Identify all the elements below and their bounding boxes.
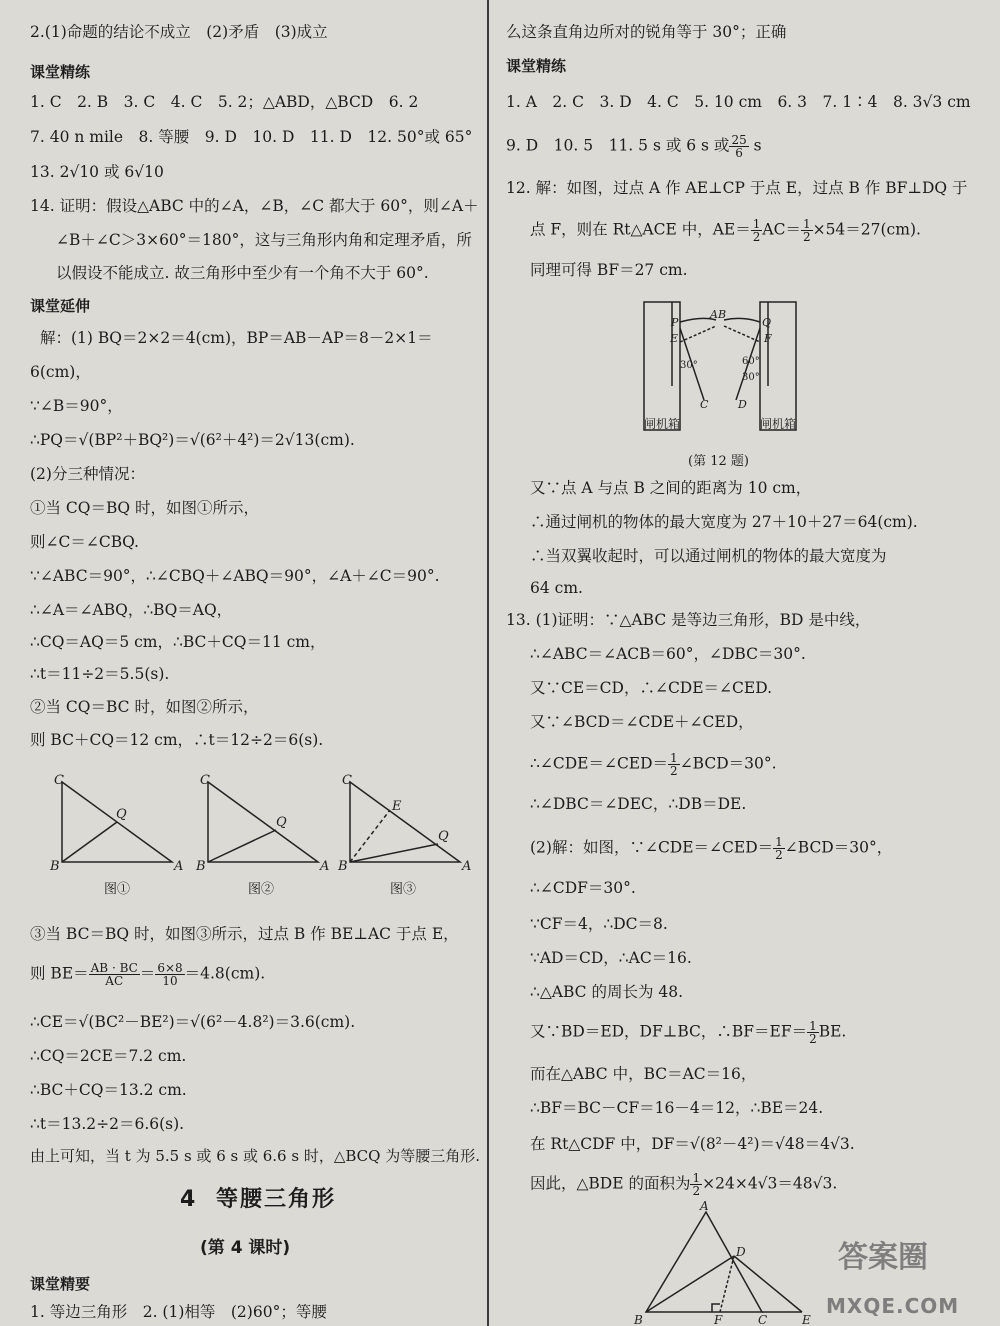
text-line: 1. C 2. B 3. C 4. C 5. 2；△ABD，△BCD 6. 2 bbox=[30, 93, 419, 111]
text-line: ∴PQ＝√(BP²＋BQ²)＝√(6²＋4²)＝2√13(cm). bbox=[30, 431, 355, 449]
right-angle-mark bbox=[712, 1304, 720, 1312]
label-p: P bbox=[671, 316, 679, 329]
text-line: 由上可知，当 t 为 5.5 s 或 6 s 或 6.6 s 时，△BCQ 为等腰三角形. bbox=[30, 1147, 480, 1165]
text-segment: ×54＝27(cm). bbox=[812, 220, 921, 239]
fraction-denominator: 2 bbox=[752, 230, 761, 244]
text-segment: 因此，△BDE 的面积为 bbox=[530, 1174, 691, 1193]
angle-60: 60° bbox=[742, 356, 760, 367]
section-heading: 课堂延伸 bbox=[30, 297, 91, 315]
text-segment: s bbox=[748, 136, 762, 155]
figure-1-segment-bq bbox=[62, 822, 117, 862]
label-b: B bbox=[196, 859, 206, 874]
fraction bbox=[773, 836, 785, 861]
label-q: Q bbox=[116, 807, 127, 822]
label-ab: AB bbox=[710, 308, 727, 321]
fraction-numerator: 1 bbox=[692, 1171, 701, 1185]
section-title: 等腰三角形 bbox=[216, 1187, 337, 1212]
text-line: 在 Rt△CDF 中，DF＝√(8²－4²)＝√48＝4√3. bbox=[530, 1135, 855, 1153]
text-segment: 又∵BD＝ED，DF⊥BC，∴BF＝EF＝ bbox=[530, 1022, 808, 1041]
label-c: C bbox=[758, 1313, 768, 1326]
label-b: B bbox=[338, 859, 348, 874]
fraction-denominator: 10 bbox=[162, 974, 178, 988]
label-q: Q bbox=[438, 829, 449, 844]
figure-caption: (第 12 题) bbox=[688, 454, 749, 469]
text-line: (2)分三种情况： bbox=[30, 465, 145, 483]
text-line: ∴BF＝BC－CF＝16－4＝12，∴BE＝24. bbox=[530, 1099, 824, 1117]
text-line-fraction bbox=[530, 1172, 837, 1197]
text-segment: AC＝ bbox=[762, 220, 801, 239]
label-a: A bbox=[462, 859, 472, 874]
text-line: 同理可得 BF＝27 cm. bbox=[530, 261, 688, 279]
figure-caption: 图② bbox=[248, 882, 275, 897]
label-a: A bbox=[700, 1200, 709, 1213]
segment-ae bbox=[680, 326, 716, 342]
gate-box-label: 闸机箱 bbox=[760, 417, 797, 431]
text-line: 而在△ABC 中，BC＝AC＝16， bbox=[530, 1065, 757, 1083]
figure-3-segment-be bbox=[350, 810, 390, 862]
text-segment: ＝4.8(cm). bbox=[184, 964, 266, 983]
text-line: ∴当双翼收起时，可以通过闸机的物体的最大宽度为 bbox=[530, 547, 887, 565]
fraction-denominator: 2 bbox=[670, 764, 678, 778]
text-segment: ∴∠CDE＝∠CED＝ bbox=[530, 754, 669, 773]
fraction-numerator: 6×8 bbox=[157, 961, 183, 975]
label-q: Q bbox=[762, 316, 772, 329]
text-line: ∴∠CDF＝30°. bbox=[530, 879, 636, 897]
gate-box-label: 闸机箱 bbox=[644, 417, 681, 431]
text-line: ∠B＋∠C＞3×60°＝180°，这与三角形内角和定理矛盾，所 bbox=[56, 231, 472, 249]
text-line-fraction bbox=[30, 962, 265, 987]
text-line: 则 BC＋CQ＝12 cm，∴t＝12÷2＝6(s). bbox=[30, 731, 324, 749]
section-number: 4 bbox=[180, 1187, 198, 1212]
fraction bbox=[801, 218, 813, 243]
text-line-fraction bbox=[530, 836, 892, 861]
text-line: ∴BC＋CQ＝13.2 cm. bbox=[30, 1081, 187, 1099]
text-segment: 9. D 10. 5 11. 5 s 或 6 s 或 bbox=[506, 136, 730, 155]
figure-caption: 图③ bbox=[390, 882, 417, 897]
fraction-denominator: AC bbox=[105, 974, 124, 988]
text-line: ∴t＝11÷2＝5.5(s). bbox=[30, 665, 170, 683]
text-line: 13. (1)证明：∵△ABC 是等边三角形，BD 是中线， bbox=[506, 611, 871, 629]
section-heading: 课堂精要 bbox=[30, 1275, 91, 1293]
text-line: 6(cm)， bbox=[30, 363, 91, 381]
label-e: E bbox=[802, 1313, 811, 1326]
text-segment: ＝ bbox=[139, 964, 156, 983]
fraction-denominator: 6 bbox=[735, 146, 743, 160]
text-line: 解：(1) BQ＝2×2＝4(cm)，BP＝AB－AP＝8－2×1＝ bbox=[40, 329, 433, 347]
text-line: 13. 2√10 或 6√10 bbox=[30, 163, 164, 181]
figure-caption: 图① bbox=[104, 882, 131, 897]
text-line: ②当 CQ＝BC 时，如图②所示， bbox=[30, 698, 259, 716]
text-line: ∴CE＝√(BC²－BE²)＝√(6²－4.8²)＝3.6(cm). bbox=[30, 1013, 356, 1031]
label-b: B bbox=[634, 1313, 643, 1326]
lesson-subtitle: (第 4 课时) bbox=[200, 1238, 291, 1258]
text-line: ∴∠DBC＝∠DEC，∴DB＝DE. bbox=[530, 795, 747, 813]
figure-2-segment-bq bbox=[208, 830, 276, 862]
fraction bbox=[751, 218, 763, 243]
text-line: ∴∠A＝∠ABQ，∴BQ＝AQ， bbox=[30, 601, 233, 619]
text-line: ∴CQ＝AQ＝5 cm，∴BC＋CQ＝11 cm， bbox=[30, 633, 326, 651]
label-a: A bbox=[174, 859, 184, 874]
text-line: ∵AD＝CD，∴AC＝16. bbox=[530, 949, 692, 967]
label-q: Q bbox=[276, 815, 287, 830]
text-line: 12. 解：如图，过点 A 作 AE⊥CP 于点 E，过点 B 作 BF⊥DQ 于 bbox=[506, 179, 968, 197]
fraction-denominator: 2 bbox=[692, 1184, 701, 1198]
segment-bd bbox=[646, 1256, 734, 1312]
fraction-denominator: 2 bbox=[809, 1032, 817, 1046]
text-segment: ×24×4√3＝48√3. bbox=[702, 1174, 838, 1193]
fraction bbox=[155, 962, 184, 987]
text-line: 1. A 2. C 3. D 4. C 5. 10 cm 6. 3 7. 1∶4 8. 3√3 cm bbox=[506, 93, 971, 111]
text-line: 以假设不能成立. 故三角形中至少有一个角不大于 60°. bbox=[56, 264, 429, 282]
text-segment: ∠BCD＝30°， bbox=[784, 838, 893, 857]
fraction-denominator: 2 bbox=[802, 230, 811, 244]
label-c: C bbox=[200, 773, 210, 788]
angle-30: 30° bbox=[680, 360, 698, 371]
label-d: D bbox=[736, 1245, 746, 1259]
figure-2-triangle bbox=[208, 782, 318, 862]
triangle-abc bbox=[646, 1212, 762, 1312]
section-heading: 课堂精练 bbox=[30, 63, 91, 81]
fraction bbox=[807, 1020, 819, 1045]
fraction-denominator: 2 bbox=[775, 848, 783, 862]
text-line: 14. 证明：假设△ABC 中的∠A，∠B，∠C 都大于 60°，则∠A＋ bbox=[30, 197, 479, 215]
text-line: ∴∠ABC＝∠ACB＝60°，∠DBC＝30°. bbox=[530, 645, 806, 663]
text-segment: 点 F，则在 Rt△ACE 中，AE＝ bbox=[530, 220, 751, 239]
fraction bbox=[89, 962, 140, 987]
label-d: D bbox=[738, 398, 747, 411]
text-line-fraction bbox=[530, 1020, 846, 1045]
text-line: ∴t＝13.2÷2＝6.6(s). bbox=[30, 1115, 185, 1133]
label-f: F bbox=[714, 1313, 723, 1326]
section-heading: 课堂精练 bbox=[506, 57, 567, 75]
triangle-bde-figure bbox=[622, 1200, 822, 1326]
label-c: C bbox=[700, 398, 709, 411]
watermark-url: MXQE.COM bbox=[826, 1294, 960, 1318]
text-segment: 则 BE＝ bbox=[30, 964, 89, 983]
fraction-numerator: AB · BC bbox=[90, 961, 138, 975]
fraction-numerator: 1 bbox=[802, 217, 811, 231]
fraction-numerator: 1 bbox=[775, 835, 783, 849]
segment-de bbox=[734, 1256, 802, 1312]
text-line: 又∵点 A 与点 B 之间的距离为 10 cm， bbox=[530, 479, 812, 497]
figure-3-segment-bq bbox=[350, 844, 438, 862]
text-line: ①当 CQ＝BQ 时，如图①所示， bbox=[30, 499, 260, 517]
text-line: ∵CF＝4，∴DC＝8. bbox=[530, 915, 668, 933]
fraction-numerator: 1 bbox=[752, 217, 761, 231]
segment-bf bbox=[724, 326, 760, 342]
text-line: 7. 40 n mile 8. 等腰 9. D 10. D 11. D 12. 50°或 65° bbox=[30, 128, 473, 146]
label-c: C bbox=[54, 773, 64, 788]
label-e: E bbox=[670, 332, 679, 345]
text-segment: (2)解：如图，∵∠CDE＝∠CED＝ bbox=[530, 838, 774, 857]
text-line-fraction bbox=[530, 218, 921, 243]
column-divider bbox=[487, 0, 489, 1326]
fraction-numerator: 1 bbox=[670, 751, 678, 765]
text-line-fraction bbox=[530, 752, 777, 777]
fraction-numerator: 1 bbox=[809, 1019, 817, 1033]
fraction bbox=[690, 1172, 702, 1197]
text-line: 2.(1)命题的结论不成立 (2)矛盾 (3)成立 bbox=[30, 23, 328, 41]
watermark-brand: 答案圈 bbox=[838, 1240, 928, 1275]
text-line: ③当 BC＝BQ 时，如图③所示，过点 B 作 BE⊥AC 于点 E， bbox=[30, 925, 459, 943]
angle-30: 30° bbox=[742, 372, 760, 383]
text-line: 么这条直角边所对的锐角等于 30°；正确 bbox=[506, 23, 787, 41]
text-line: 又∵CE＝CD，∴∠CDE＝∠CED. bbox=[530, 679, 773, 697]
text-line: 又∵∠BCD＝∠CDE＋∠CED， bbox=[530, 713, 754, 731]
fraction bbox=[729, 134, 748, 159]
label-c: C bbox=[342, 773, 352, 788]
fraction bbox=[668, 752, 680, 777]
label-a: A bbox=[320, 859, 330, 874]
text-line: 64 cm. bbox=[530, 579, 583, 597]
wing-arc-right bbox=[724, 318, 760, 322]
text-segment: ∠BCD＝30°. bbox=[679, 754, 777, 773]
text-line: 则∠C＝∠CBQ. bbox=[30, 533, 139, 551]
text-line-fraction bbox=[506, 134, 762, 159]
label-f: F bbox=[764, 332, 772, 345]
text-segment: BE. bbox=[818, 1022, 847, 1041]
text-line: ∴CQ＝2CE＝7.2 cm. bbox=[30, 1047, 187, 1065]
fraction-numerator: 25 bbox=[731, 133, 747, 147]
text-line: 1. 等边三角形 2. (1)相等 (2)60°；等腰 bbox=[30, 1303, 327, 1321]
text-line: ∴△ABC 的周长为 48. bbox=[530, 983, 684, 1001]
label-e: E bbox=[392, 799, 402, 814]
text-line: ∴通过闸机的物体的最大宽度为 27＋10＋27＝64(cm). bbox=[530, 513, 918, 531]
text-line: ∵∠B＝90°， bbox=[30, 397, 123, 415]
label-b: B bbox=[50, 859, 60, 874]
text-line: ∵∠ABC＝90°，∴∠CBQ＋∠ABQ＝90°，∠A＋∠C＝90°. bbox=[30, 567, 440, 585]
